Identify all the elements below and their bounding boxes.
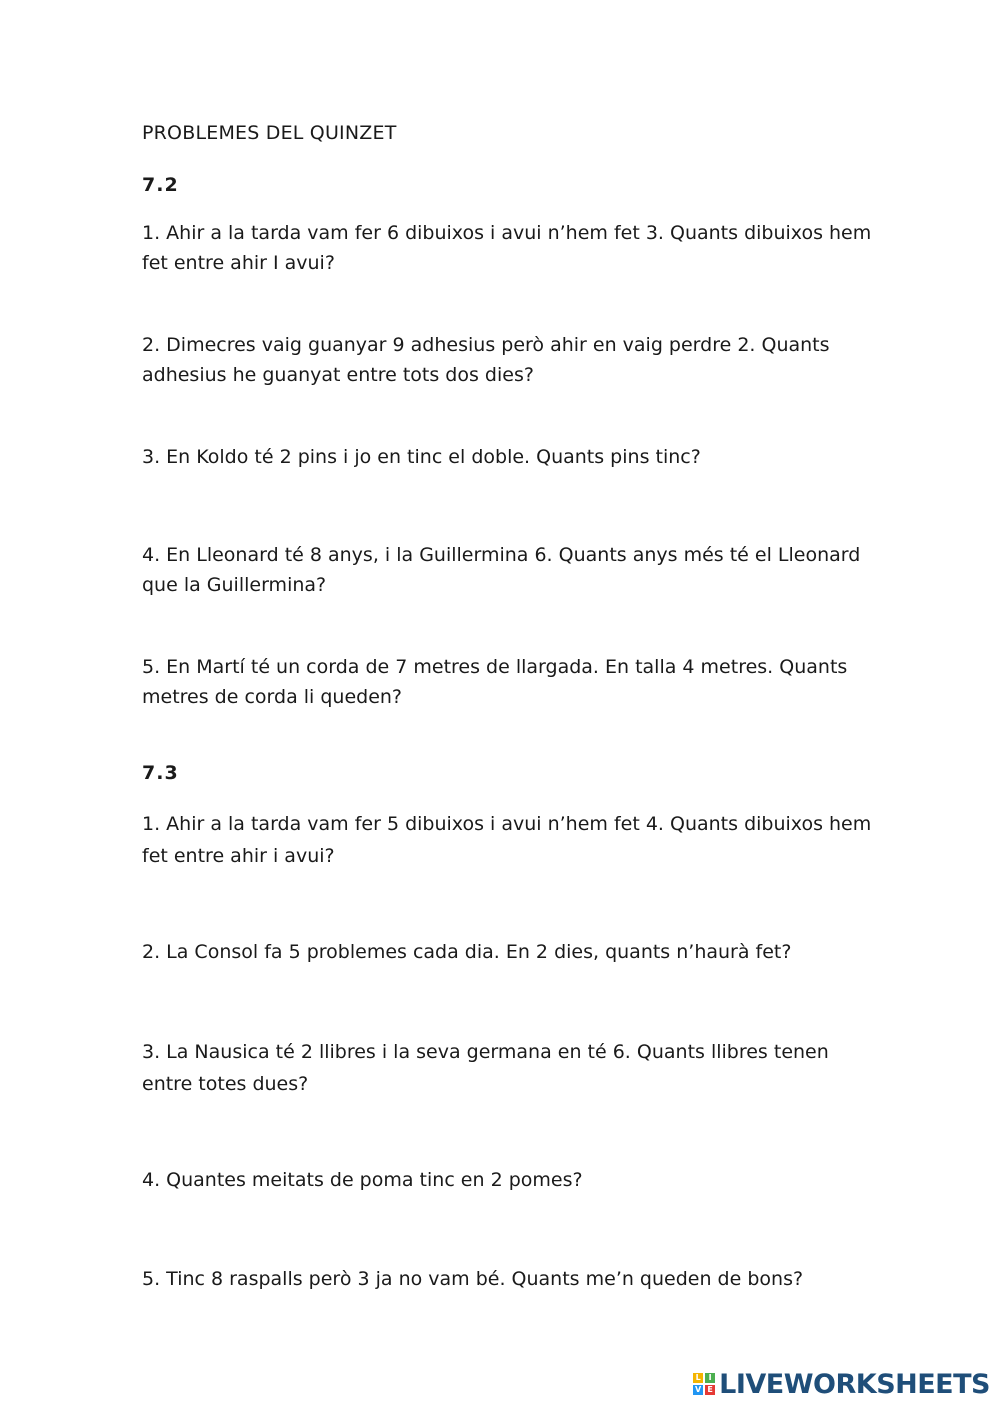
logo-tile-e: E [705,1385,715,1395]
liveworksheets-logo-icon [693,1373,715,1395]
problem-7-3-5: 5. Tinc 8 raspalls però 3 ja no vam bé. Quants me’n queden de bons? [142,1268,804,1290]
logo-tile-v: V [695,1385,702,1394]
logo-tile-l: L [693,1373,703,1383]
logo-tile-i: I [705,1373,715,1383]
problem-7-2-5: 5. En Martí té un corda de 7 metres de llargada. En talla 4 metres. Quants metres de corda li queden? [142,656,848,708]
watermark-text: LIVEWORKSHEETS [719,1368,990,1400]
problem-7-3-4: 4. Quantes meitats de poma tinc en 2 pomes? [142,1169,583,1191]
section-heading-7-3: 7.3 [142,762,179,784]
section-heading-7-2: 7.2 [142,174,179,196]
problem-7-2-3: 3. En Koldo té 2 pins i jo en tinc el doble. Quants pins tinc? [142,446,701,468]
problem-7-2-2: 2. Dimecres vaig guanyar 9 adhesius però ahir en vaig perdre 2. Quants adhesius he guanyat entre tots dos dies? [142,334,830,386]
page-title: PROBLEMES DEL QUINZET [142,122,397,144]
problem-7-3-1: 1. Ahir a la tarda vam fer 5 dibuixos i avui n’hem fet 4. Quants dibuixos hem fet entre ahir i avui? [142,813,872,867]
problem-7-2-4: 4. En Lleonard té 8 anys, i la Guillermina 6. Quants anys més té el Lleonard que la Guillermina? [142,544,861,596]
problem-7-3-2: 2. La Consol fa 5 problemes cada dia. En 2 dies, quants n’haurà fet? [142,941,792,963]
problem-7-3-3: 3. La Nausica té 2 llibres i la seva germana en té 6. Quants llibres tenen entre totes dues? [142,1041,829,1095]
liveworksheets-watermark [693,1367,990,1401]
problem-7-2-1: 1. Ahir a la tarda vam fer 6 dibuixos i avui n’hem fet 3. Quants dibuixos hem fet entre ahir I avui? [142,222,872,274]
